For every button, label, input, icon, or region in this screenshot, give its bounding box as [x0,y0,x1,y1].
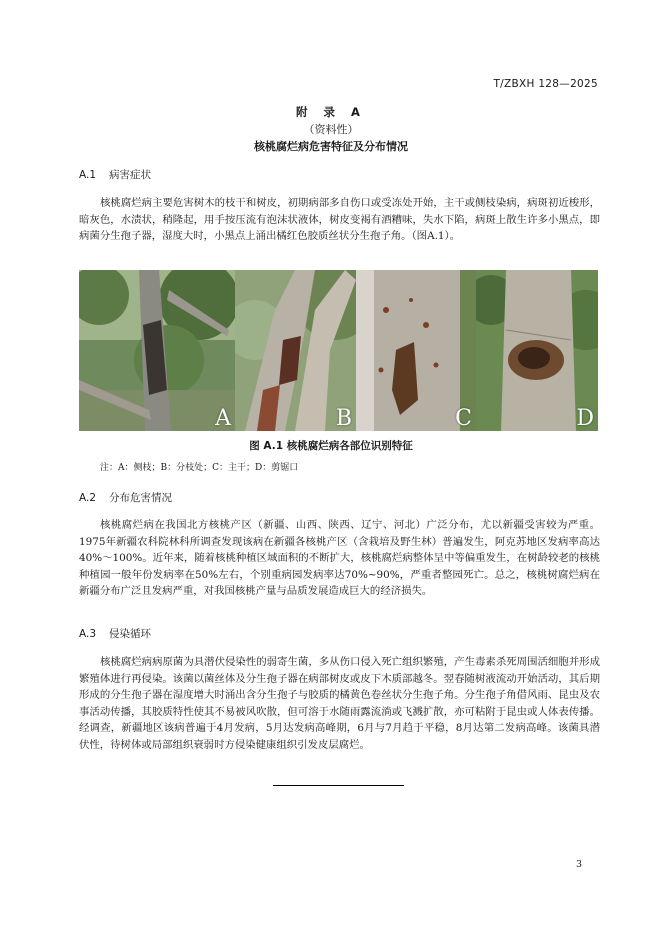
end-divider [273,785,404,786]
standard-code: T/ZBXH 128—2025 [493,78,598,90]
panel-label: C [455,406,472,431]
appendix-title: 附 录 A [296,105,366,119]
section-heading-a2 [79,490,172,505]
appendix-subtitle: 核桃腐烂病危害特征及分布情况 [254,140,408,153]
page-number: 3 [575,859,582,870]
section-title: 病害症状 [109,169,151,181]
figure-note: 注：A：侧枝；B：分枝处；C：主干；D：剪锯口 [100,463,299,473]
side-branch-photo [79,270,235,431]
section-number: A.1 [79,169,97,181]
panel-label: D [576,406,594,431]
section-title: 分布危害情况 [109,492,172,504]
section-heading-a3 [79,626,151,641]
panel-label: A [215,406,231,431]
figure-caption: 图 A.1 核桃腐烂病各部位识别特征 [249,440,413,452]
section-number: A.2 [79,492,97,504]
panel-label: B [335,406,352,431]
figure-panel-c [356,270,476,431]
section-heading-a1 [79,167,151,182]
section-paragraph-a1: 核桃腐烂病主要危害树木的枝干和树皮，初期病部多自伤口或受冻处开始，主干或侧枝染病，病斑初近梭形，暗灰色，水渍状，稍隆起，用手按压流有泡沫状液体，树皮变褐有酒糟味，失水下陷，病斑上散生许多小黑点，即病菌分生孢子器，湿度大时，小黑点上涌出橘红色胶质丝状分生孢子角。（图A.1）。 [79,197,600,243]
section-paragraph-a2: 核桃腐烂病在我国北方核桃产区（新疆、山西、陕西、辽宁、河北）广泛分布，尤以新疆受害较为严重。1975年新疆农科院林科所调查发现该病在新疆各核桃产区（含栽培及野生林）普遍发生，阿克苏地区发病率高达40%～100%。近年来，随着核桃种植区域面积的不断扩大，核桃腐烂病整体呈中等偏重发生，在树龄较老的核桃种植园一般年份发病率在50%左右，个别重病园发病率达70%~90%，严重者整园死亡。总之，核桃树腐烂病在新疆分布广泛且发病严重，对我国核桃产量与品质发展造成巨大的经济损失。 [79,519,600,598]
figure-panel-d [476,270,598,431]
figure-a1 [79,270,598,431]
figure-panel-b [235,270,356,431]
section-paragraph-a3: 核桃腐烂病病原菌为具潜伏侵染性的弱寄生菌，多从伤口侵入死亡组织繁殖，产生毒素杀死周围活细胞并形成繁殖体进行再侵染。该菌以菌丝体及分生孢子器在病部树皮或皮下木质部越冬。翌春随树液流动开始活动，其后期形成的分生孢子器在湿度增大时涌出含分生孢子与胶质的橘黄色卷丝状分生孢子角。分生孢子角借风雨、昆虫及农事活动传播，其胶质特性使其不易被风吹散，但可溶于水随雨露流淌或飞溅扩散，亦可粘附于昆虫或人体表传播。经调查，新疆地区该病普遍于4月发病，5月达发病高峰期，6月与7月趋于平稳，8月达第二发病高峰。该菌具潜伏性，待树体或局部组织衰弱时方侵染健康组织引发皮层腐烂。 [79,656,600,751]
figure-panel-a [79,270,235,431]
section-number: A.3 [79,628,97,640]
appendix-type: （资料性） [303,123,359,136]
section-title: 侵染循环 [109,628,151,640]
